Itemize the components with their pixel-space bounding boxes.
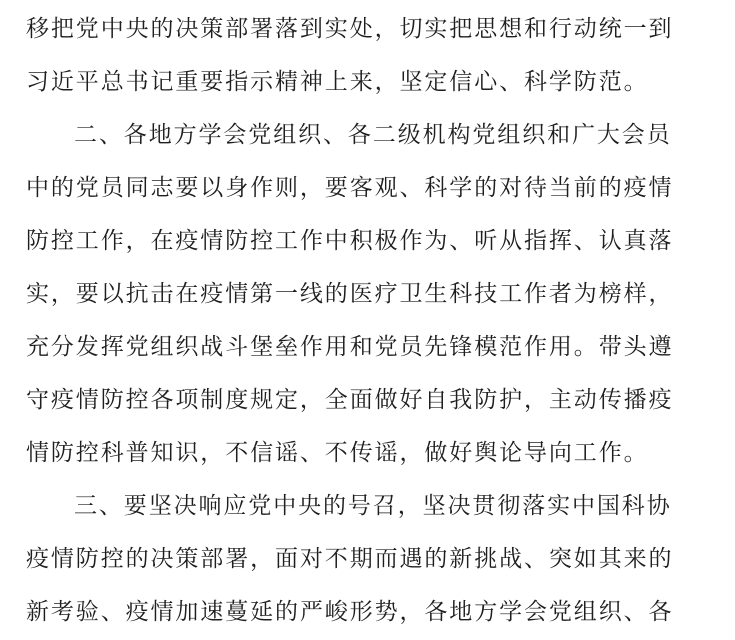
paragraph-start-line: 二、各地方学会党组织、各二级机构党组织和广大会员	[74, 122, 672, 148]
text-line: 情防控科普知识，不信谣、不传谣，做好舆论导向工作。	[26, 440, 649, 466]
text-line: 充分发挥党组织战斗堡垒作用和党员先锋模范作用。带头遵	[26, 334, 674, 360]
text-line: 实，要以抗击在疫情第一线的医疗卫生科技工作者为榜样，	[26, 281, 674, 307]
text-line: 移把党中央的决策部署落到实处，切实把思想和行动统一到	[26, 16, 674, 42]
text-line: 新考验、疫情加速蔓延的严峻形势，各地方学会党组织、各	[26, 599, 674, 625]
text-line: 防控工作，在疫情防控工作中积极作为、听从指挥、认真落	[26, 228, 674, 254]
text-line: 守疫情防控各项制度规定，全面做好自我防护，主动传播疫	[26, 387, 674, 413]
text-line: 中的党员同志要以身作则，要客观、科学的对待当前的疫情	[26, 175, 674, 201]
text-line: 习近平总书记重要指示精神上来，坚定信心、科学防范。	[26, 69, 649, 95]
paragraph-start-line: 三、要坚决响应党中央的号召，坚决贯彻落实中国科协	[74, 493, 672, 519]
text-line: 疫情防控的决策部署，面对不期而遇的新挑战、突如其来的	[26, 546, 674, 572]
